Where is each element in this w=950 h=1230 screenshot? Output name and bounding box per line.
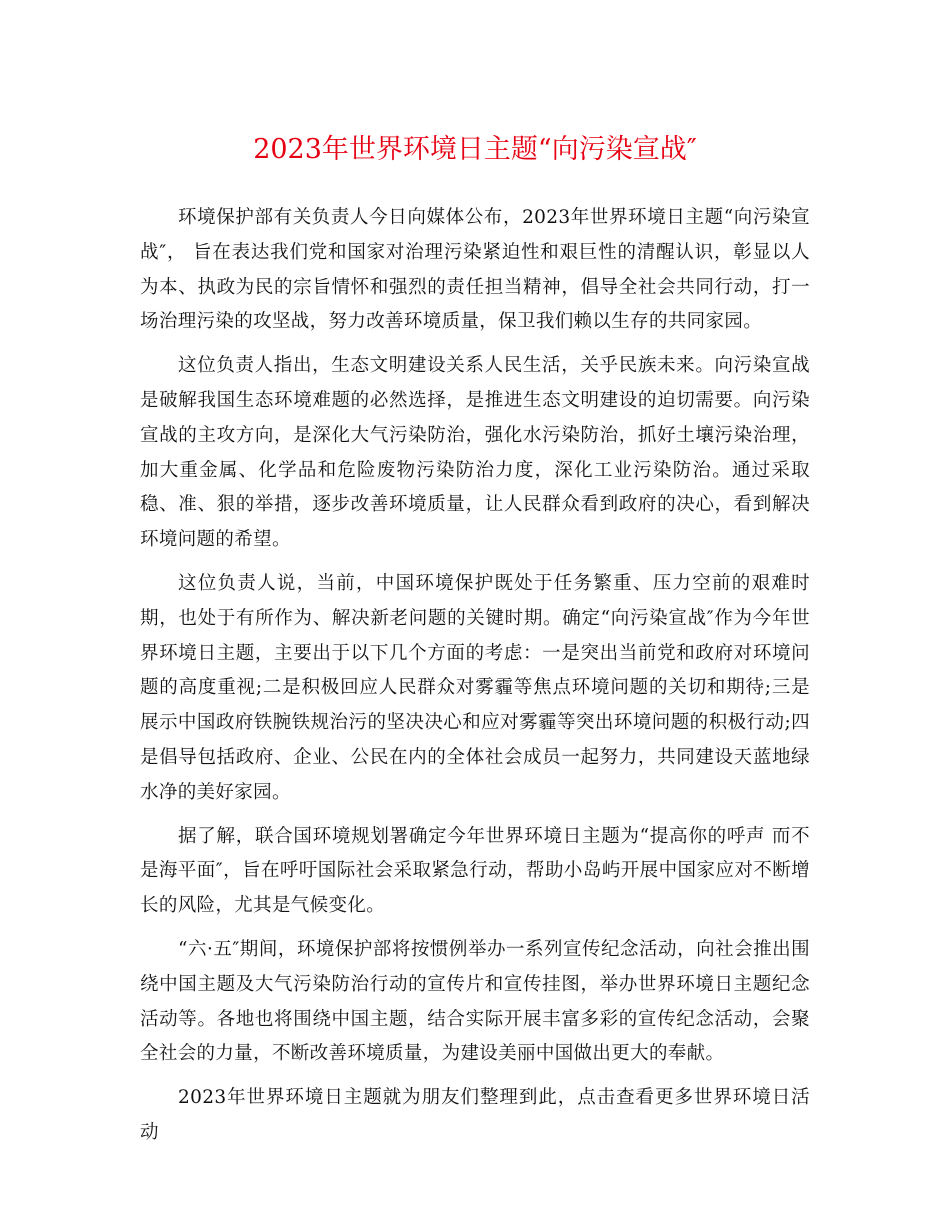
paragraph-1: 环境保护部有关负责人今日向媒体公布，2023年世界环境日主题“向污染宣战″， 旨在表达我们党和国家对治理污染紧迫性和艰巨性的清醒认识，彰显以人为本、执政为民的宗旨情怀和强烈的责任担当精神，倡导全社会共同行动，打一场治理污染的攻坚战，努力改善环境质量，保卫我们赖以生存的共同家园。: [140, 207, 810, 333]
paragraph-6: 2023年世界环境日主题就为朋友们整理到此，点击查看更多世界环境日活动: [140, 1087, 810, 1143]
paragraph-3: 这位负责人说，当前，中国环境保护既处于任务繁重、压力空前的艰难时期，也处于有所作为、解决新老问题的关键时期。确定“向污染宣战″作为今年世界环境日主题，主要出于以下几个方面的考虑：一是突出当前党和政府对环境问题的高度重视;二是积极回应人民群众对雾霾等焦点环境问题的关切和期待;三是展示中国政府铁腕铁规治污的坚决决心和应对雾霾等突出环境问题的积极行动;四是倡导包括政府、企业、公民在内的全体社会成员一起努力，共同建设天蓝地绿水净的美好家园。: [140, 572, 810, 803]
document-body: [140, 201, 810, 1160]
paragraph-4: 据了解，联合国环境规划署确定今年世界环境日主题为“提高你的呼声 而不是海平面″，旨在呼吁国际社会采取紧急行动，帮助小岛屿开展中国家应对不断增长的风险，尤其是气候变化。: [140, 825, 810, 917]
document-title: 2023年世界环境日主题“向污染宣战″: [253, 134, 697, 165]
paragraph-2: 这位负责人指出，生态文明建设关系人民生活，关乎民族未来。向污染宣战是破解我国生态环境难题的必然选择，是推进生态文明建设的迫切需要。向污染宣战的主攻方向，是深化大气污染防治，强化水污染防治，抓好土壤污染治理，加大重金属、化学品和危险废物污染防治力度，深化工业污染防治。通过采取稳、准、狠的举措，逐步改善环境质量，让人民群众看到政府的决心，看到解决环境问题的希望。: [140, 355, 810, 551]
paragraph-5: “六·五″期间，环境保护部将按惯例举办一系列宣传纪念活动，向社会推出围绕中国主题及大气污染防治行动的宣传片和宣传挂图，举办世界环境日主题纪念活动等。各地也将围绕中国主题，结合实际开展丰富多彩的宣传纪念活动，会聚全社会的力量，不断改善环境质量，为建设美丽中国做出更大的奉献。: [140, 938, 810, 1065]
